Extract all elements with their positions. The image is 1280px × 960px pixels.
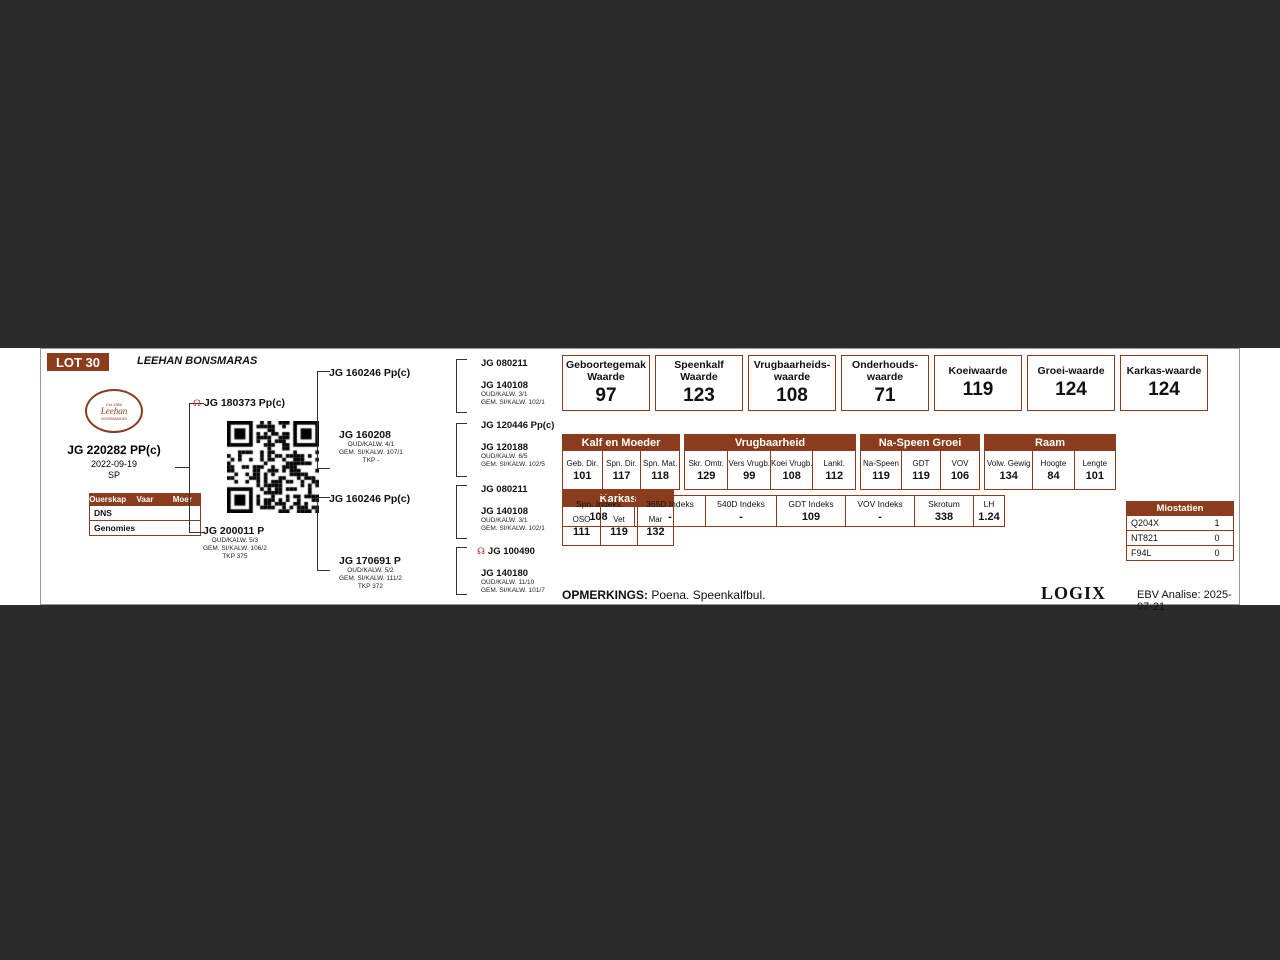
pedigree-g3-5-name: JG 140108 — [481, 506, 529, 517]
index-name: 540D Indeks — [717, 499, 765, 509]
headline-label: Koeiwaarde — [948, 365, 1008, 377]
pedigree-g3-3-name: JG 120188 — [481, 442, 529, 453]
pedigree-sire-name: JG 180373 Pp(c) — [203, 397, 286, 409]
trait-cell — [812, 451, 855, 489]
index-value: - — [739, 511, 743, 523]
pedigree-g2-3-sub-0: OUD/KALW. 5/2 — [347, 567, 394, 574]
headline-value: 108 — [776, 385, 808, 406]
trait-cell — [602, 451, 641, 489]
headline-label: Karkas-waarde — [1126, 365, 1202, 377]
parentage-row-dns: DNS — [89, 506, 201, 521]
trait-cell — [940, 451, 979, 489]
pedigree-g3-7 — [481, 567, 545, 595]
horn-icon: ☊ — [193, 398, 201, 408]
headline-karkaswaarde — [1120, 355, 1208, 411]
index-cell-vov — [845, 496, 914, 526]
trait-value: 119 — [610, 525, 628, 538]
pedigree-g3-3-sub-0: OUD/KALW. 6/5 — [481, 453, 528, 460]
pedigree-g2-1-sub-0: OUD/KALW. 4/1 — [347, 441, 395, 448]
trait-name: Lengte — [1082, 458, 1108, 468]
headline-koeiwaarde — [934, 355, 1022, 411]
headline-groeiwaarde — [1027, 355, 1115, 411]
pedigree-g3-3-sub-1: GEM. SI/KALW. 102/5 — [481, 461, 545, 468]
index-name: 365D Indeks — [646, 499, 694, 509]
pedigree-g3-0-name: JG 080211 — [481, 358, 528, 369]
trait-value: 84 — [1047, 469, 1060, 482]
pedigree-bracket-g2-3 — [456, 485, 467, 539]
headline-value: 124 — [1148, 379, 1180, 400]
pedigree-g2-3 — [339, 555, 402, 591]
trait-value: 132 — [646, 525, 665, 538]
pedigree-g3-3 — [481, 441, 545, 469]
pedigree-dam-sub-1: GEM. SI/KALW. 106/2 — [203, 545, 267, 552]
trait-cell — [640, 451, 679, 489]
pedigree-g2-0 — [329, 367, 410, 379]
trait-value: 111 — [572, 525, 591, 538]
index-value: - — [878, 511, 882, 523]
trait-name: Spn. Mat. — [643, 458, 678, 468]
miostatien-value: 1 — [1214, 518, 1220, 528]
index-cell-540d — [705, 496, 776, 526]
parentage-row-genomies: Genomies — [89, 521, 201, 536]
trait-cell — [727, 451, 770, 489]
headline-value: 123 — [683, 385, 715, 406]
trait-value: 106 — [950, 469, 970, 482]
index-cell-skrotum — [914, 496, 973, 526]
headline-value: 119 — [962, 379, 994, 400]
index-cell-lh — [973, 496, 1004, 526]
miostatien-table — [1126, 501, 1234, 561]
index-value: 109 — [801, 511, 821, 523]
logix-logo: LOGIX — [1041, 583, 1107, 603]
trait-value: 118 — [651, 469, 670, 482]
trait-value: 108 — [782, 469, 801, 482]
animal-id: JG 220282 PP(c) — [67, 443, 161, 457]
trait-name: Na-Speen — [862, 458, 900, 468]
horn-icon: ☊ — [477, 546, 485, 556]
pedigree-g2-3-sub-2: TKP 372 — [357, 583, 384, 590]
pedigree-g2-3-sub-1: GEM. SI/KALW. 111/2 — [339, 575, 402, 582]
pedigree-bracket-g2-4 — [456, 547, 467, 595]
miostatien-gene: F94L — [1131, 548, 1152, 558]
parentage-header-2: Moer — [172, 495, 192, 504]
pedigree-g2-1 — [339, 429, 403, 465]
trait-group-title: Karkas — [563, 491, 673, 507]
trait-cell — [770, 451, 813, 489]
index-name: Skrotum — [928, 499, 960, 509]
trait-name: Volw. Gewig — [986, 458, 1031, 468]
trait-value: 119 — [872, 469, 890, 482]
qr-code — [227, 421, 319, 513]
farm-name: LEEHAN BONSMARAS — [137, 355, 258, 367]
trait-name: Koei Vrugb. — [770, 458, 813, 468]
miostatien-row — [1126, 531, 1234, 546]
headline-speenkalf — [655, 355, 743, 411]
pedigree-bracket-g2-2 — [456, 423, 467, 477]
headline-value: 97 — [595, 385, 617, 406]
miostatien-value: 0 — [1214, 548, 1220, 558]
animal-code: SP — [107, 470, 120, 480]
breeder-logo — [85, 389, 143, 433]
miostatien-gene: Q204X — [1131, 518, 1160, 528]
trait-group-na-speen-groei — [860, 434, 980, 490]
remarks-label: OPMERKINGS: — [562, 588, 649, 602]
pedigree-g3-7-name: JG 140180 — [481, 568, 529, 579]
trait-cell — [685, 451, 727, 489]
trait-name: Vet — [613, 514, 625, 524]
headline-values — [562, 355, 1208, 411]
trait-value: 134 — [999, 469, 1018, 482]
logo-word: Leehan — [100, 405, 128, 416]
pedigree-g2-2-name: JG 160246 Pp(c) — [329, 493, 411, 505]
remarks-text: Poena. Speenkalfbul. — [651, 588, 766, 602]
headline-label: Vrugbaarheids-waarde — [753, 359, 831, 383]
pedigree-bracket-dam — [317, 497, 330, 571]
miostatien-value: 0 — [1214, 533, 1220, 543]
pedigree-g3-7-sub-1: GEM. SI/KALW. 101/7 — [481, 587, 545, 594]
index-value: 108 — [589, 511, 608, 523]
parentage-table — [89, 493, 201, 536]
headline-onderhoudswaarde — [841, 355, 929, 411]
pedigree-g3-1-sub-0: OUD/KALW. 3/1 — [481, 391, 528, 398]
trait-cell — [563, 451, 602, 489]
headline-label: Onderhouds-waarde — [852, 359, 918, 383]
pedigree-g3-1-sub-1: GEM. SI/KALW. 102/1 — [481, 399, 545, 406]
trait-name: Geb. Dir. — [566, 458, 599, 468]
index-value: 1.24 — [978, 511, 1000, 523]
pedigree-g2-1-sub-1: GEM. SI/KALW. 107/1 — [339, 449, 403, 456]
trait-group-raam — [984, 434, 1116, 490]
headline-label: Speenkalf Waarde — [674, 359, 724, 383]
trait-group-title: Raam — [985, 435, 1115, 451]
pedigree-g3-6 — [477, 545, 535, 557]
miostatien-gene: NT821 — [1131, 533, 1159, 543]
pedigree-g3-5 — [481, 505, 545, 533]
trait-name: VOV — [951, 458, 969, 468]
pedigree-g2-1-sub-2: TKP - — [362, 457, 380, 464]
index-cell-365d — [634, 496, 705, 526]
trait-name: OSO — [572, 514, 591, 524]
pedigree-dam-sub-2: TKP 375 — [222, 553, 248, 560]
trait-cell — [985, 451, 1032, 489]
headline-value: 124 — [1055, 379, 1087, 400]
lot-badge: LOT 30 — [47, 353, 109, 371]
pedigree-sire — [193, 397, 285, 409]
trait-group-vrugbaarheid — [684, 434, 856, 490]
logo-sub-text: BONSMARAS — [101, 415, 127, 421]
trait-value: 101 — [1085, 469, 1104, 482]
trait-name: Spn. Dir. — [606, 458, 637, 468]
pedigree-g3-2-name: JG 120446 Pp(c) — [481, 420, 555, 431]
pedigree-stub-root — [175, 467, 189, 468]
index-cell-spn — [563, 496, 634, 526]
miostatien-row — [1126, 546, 1234, 561]
trait-name: Vers Vrugb. — [728, 458, 770, 468]
headline-value: 71 — [874, 385, 896, 406]
index-name: LH — [983, 499, 995, 509]
parentage-header-0: Ouerskap — [89, 495, 127, 504]
pedigree-bracket-sire — [317, 371, 330, 469]
pedigree-bracket-g2-1 — [456, 359, 467, 413]
miostatien-row — [1126, 516, 1234, 531]
pedigree-g2-2 — [329, 493, 410, 505]
index-value: 338 — [934, 511, 954, 523]
trait-name: Hoogte — [1040, 458, 1067, 468]
miostatien-title: Miostatien — [1126, 501, 1234, 516]
trait-groups — [562, 434, 1162, 546]
trait-cell — [1032, 451, 1073, 489]
trait-cell — [861, 451, 901, 489]
trait-name: Lankl. — [823, 458, 845, 468]
index-cell-gdt — [776, 496, 845, 526]
index-value: - — [668, 511, 672, 523]
index-row — [562, 495, 1005, 527]
trait-group-title: Kalf en Moeder — [563, 435, 679, 451]
ebv-analysis-date: EBV Analise: 2025-07-21 — [1137, 589, 1232, 613]
headline-label: Geboortegemak Waarde — [566, 359, 646, 383]
trait-cell — [1074, 451, 1115, 489]
trait-value: 112 — [825, 469, 844, 482]
pedigree-g3-5-sub-0: OUD/KALW. 3/1 — [481, 517, 528, 524]
pedigree-g2-3-name: JG 170691 P — [339, 555, 401, 567]
trait-value: 119 — [912, 469, 930, 482]
pedigree-g3-7-sub-0: OUD/KALW. 11/10 — [481, 579, 535, 586]
pedigree-g2-0-name: JG 160246 Pp(c) — [329, 367, 411, 379]
trait-value: 117 — [612, 469, 631, 482]
pedigree-g3-1 — [481, 379, 545, 407]
index-name: VOV Indeks — [857, 499, 903, 509]
pedigree-bracket-root — [189, 403, 204, 533]
trait-group-title: Na-Speen Groei — [861, 435, 979, 451]
trait-group-kalf-en-moeder — [562, 434, 680, 490]
pedigree-g3-1-name: JG 140108 — [481, 380, 529, 391]
pedigree-g2-1-name: JG 160208 — [339, 429, 391, 441]
trait-name: Skr. Omtr. — [688, 458, 725, 468]
remarks — [562, 588, 765, 602]
pedigree-g3-5-sub-1: GEM. SI/KALW. 102/1 — [481, 525, 545, 532]
animal-birthdate: 2022-09-19 — [90, 459, 138, 469]
trait-value: 99 — [743, 469, 756, 482]
trait-group-title: Vrugbaarheid — [685, 435, 855, 451]
index-name: GDT Indeks — [788, 499, 834, 509]
index-name: Spn. Indeks — [576, 499, 621, 509]
trait-cell — [901, 451, 940, 489]
trait-value: 101 — [573, 469, 592, 482]
pedigree-g3-4 — [481, 483, 528, 495]
pedigree-g3-6-name: JG 100490 — [487, 546, 535, 557]
pedigree-dam-sub-0: OUD/KALW. 5/3 — [211, 537, 259, 544]
pedigree-sheet — [40, 348, 1240, 613]
logo-top-text: Est 1986 — [106, 401, 122, 407]
pedigree-dam — [203, 525, 267, 561]
headline-geboortegemak — [562, 355, 650, 411]
parentage-header-1: Vaar — [136, 495, 154, 504]
pedigree-g3-4-name: JG 080211 — [481, 484, 528, 495]
pedigree-dam-name: JG 200011 P — [203, 525, 265, 537]
pedigree-g3-0 — [481, 357, 528, 369]
trait-name: GDT — [912, 458, 930, 468]
trait-value: 129 — [697, 469, 716, 482]
trait-name: Mar — [648, 514, 663, 524]
headline-vrugbaarheidswaarde — [748, 355, 836, 411]
headline-label: Groei-waarde — [1037, 365, 1105, 377]
pedigree-g3-2 — [481, 419, 554, 431]
